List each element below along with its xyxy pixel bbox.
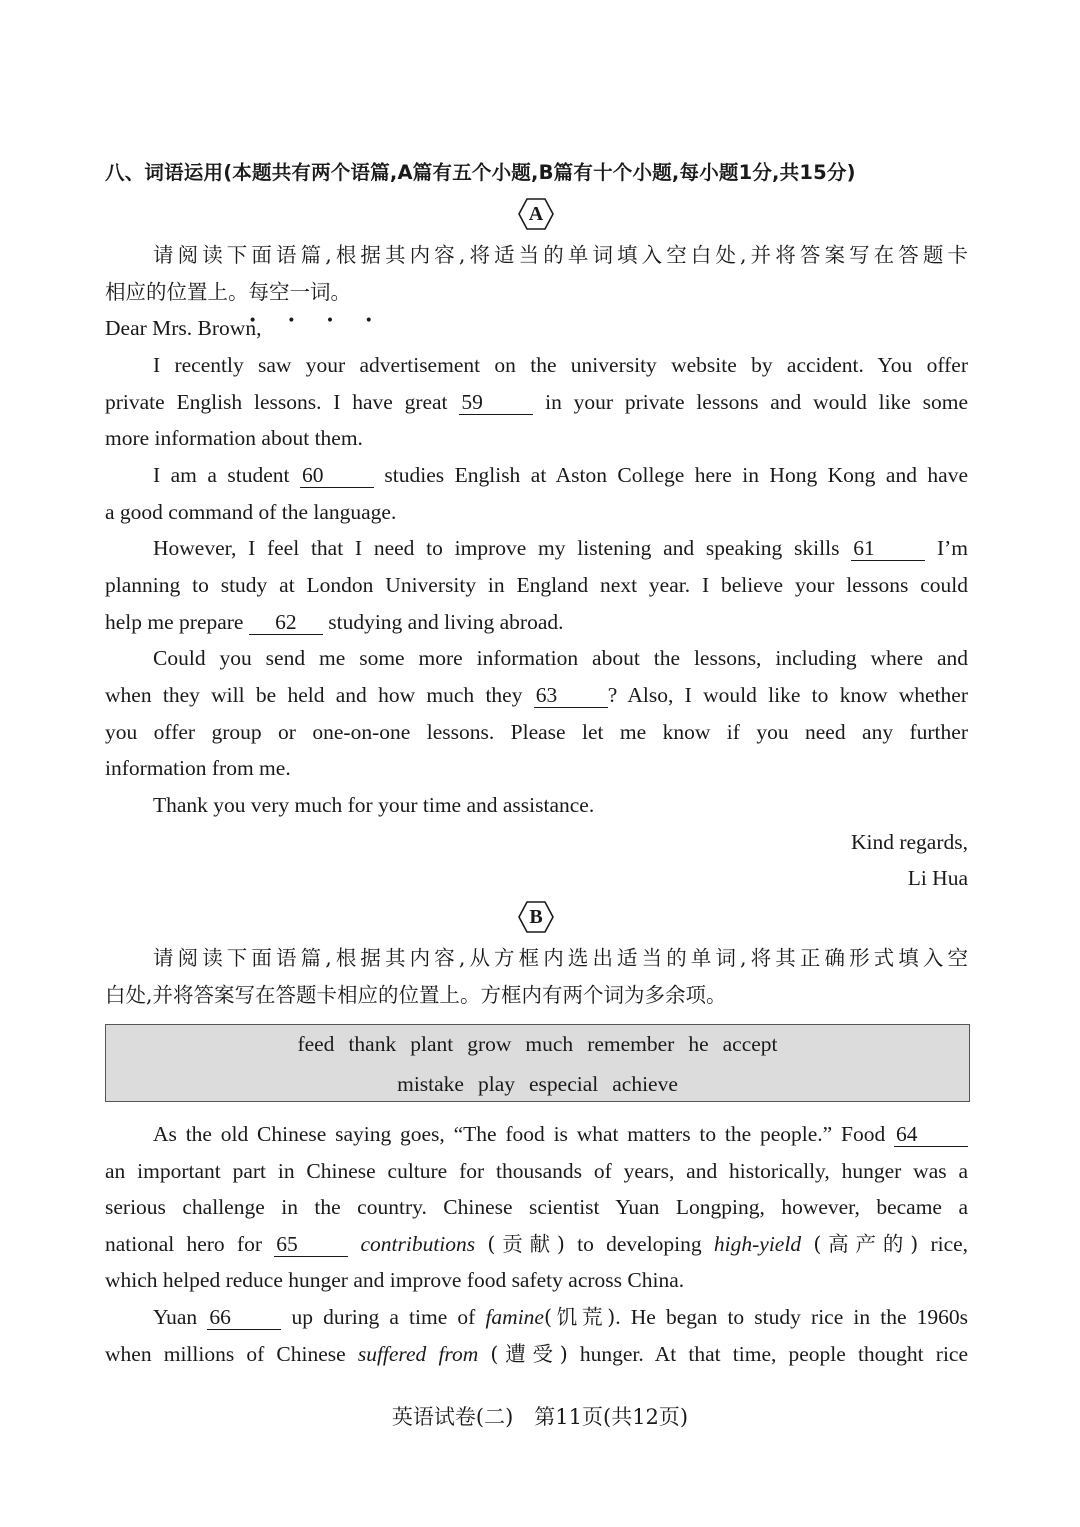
text-span: when millions of Chinese [105, 1342, 346, 1366]
p3-line-3 [105, 607, 968, 637]
passage-b-label: B [529, 906, 543, 928]
text-span: I’m [936, 536, 968, 560]
word-option: play [477, 1072, 515, 1096]
chinese-gloss: (饥荒) [543, 1305, 616, 1329]
text-span: However, I feel that I need to improve my listening and speaking skills [153, 536, 840, 560]
answer-blank-60[interactable]: 60 [300, 463, 374, 488]
answer-blank-62[interactable]: 62 [249, 610, 323, 635]
page-footer: 英语试卷(二) 第11页(共12页) [391, 1405, 689, 1429]
p3-line-2: planning to study at London University in England next year. I believe your lessons could [105, 573, 968, 597]
text-span: ? Also, I would like to know whether [607, 683, 968, 707]
letter-signature: Li Hua [907, 866, 968, 890]
b-p1-line-2: an important part in Chinese culture for thousands of years, and historically, hunger was a [105, 1159, 968, 1183]
text-span: national hero for [105, 1232, 262, 1256]
text-span: hunger. At that time, people thought rice [579, 1342, 969, 1366]
b-p1-line-4 [105, 1229, 968, 1259]
italic-term: contributions [360, 1232, 476, 1256]
p4-line-1: Could you send me some more information about the lessons, including where and [153, 646, 968, 670]
passage-a-badge [518, 198, 554, 230]
text-span: help me prepare [105, 610, 244, 634]
text-span: up during a time of [291, 1305, 476, 1329]
word-box-row-1 [106, 1029, 969, 1059]
p5-line: Thank you very much for your time and assistance. [153, 793, 595, 817]
letter-salutation: Dear Mrs. Brown, [105, 316, 262, 340]
p2-line-1 [153, 460, 968, 490]
italic-term: famine [485, 1305, 544, 1329]
passage-b-instruction-1: 请阅读下面语篇,根据其内容,从方框内选出适当的单词,将其正确形式填入空 [153, 946, 968, 970]
p4-line-3: you offer group or one-on-one lessons. Please let me know if you need any further [105, 720, 968, 744]
p1-line-3: more information about them. [105, 426, 363, 450]
word-option: thank [348, 1032, 397, 1056]
word-option: achieve [612, 1072, 678, 1096]
answer-blank-63[interactable]: 63 [534, 683, 608, 708]
word-option: feed [297, 1032, 335, 1056]
p1-line-2 [105, 387, 968, 417]
text-span: studying and living abroad. [328, 610, 564, 634]
chinese-gloss: (高产的) [813, 1232, 919, 1256]
letter-closing: Kind regards, [850, 830, 968, 854]
text-span: in your private lessons and would like some [545, 390, 969, 414]
answer-blank-64[interactable]: 64 [894, 1122, 968, 1147]
answer-blank-66[interactable]: 66 [207, 1305, 281, 1330]
passage-b-instruction-2: 白处,并将答案写在答题卡相应的位置上。方框内有两个词为多余项。 [105, 983, 727, 1007]
word-option: mistake [397, 1072, 464, 1096]
answer-blank-65[interactable]: 65 [274, 1232, 348, 1257]
p3-line-1 [153, 533, 968, 563]
word-option: remember [587, 1032, 675, 1056]
b-p1-line-1 [153, 1119, 968, 1149]
word-option: plant [410, 1032, 454, 1056]
b-p1-line-3: serious challenge in the country. Chinese scientist Yuan Longping, however, became a [105, 1195, 968, 1219]
b-p2-line-2 [105, 1339, 968, 1369]
word-option: especial [529, 1072, 599, 1096]
text-span: As the old Chinese saying goes, “The food is what matters to the people.” Food [153, 1122, 886, 1146]
passage-a-instruction-1: 请阅读下面语篇,根据其内容,将适当的单词填入空白处,并将答案写在答题卡 [153, 243, 968, 267]
emphasis-dots: • • • • [248, 313, 386, 329]
text-span: Yuan [153, 1305, 198, 1329]
chinese-gloss: (遭受) [490, 1342, 568, 1366]
text-span: . He began to study rice in the 1960s [615, 1305, 969, 1329]
answer-blank-59[interactable]: 59 [459, 390, 533, 415]
section-heading: 八、词语运用(本题共有两个语篇,A篇有五个小题,B篇有十个小题,每小题1分,共15分) [105, 161, 856, 184]
instruction-text: 相应的位置上。 [105, 280, 249, 304]
text-span: studies English at Aston College here in Hong Kong and have [384, 463, 968, 487]
word-option: accept [722, 1032, 778, 1056]
word-option: grow [467, 1032, 512, 1056]
b-p2-line-1 [153, 1302, 968, 1332]
word-option: much [525, 1032, 574, 1056]
emphasis-words: 每空一词 [248, 280, 331, 304]
word-option: he [688, 1032, 709, 1056]
emphasized-text [248, 280, 386, 329]
text-span: private English lessons. I have great [105, 390, 448, 414]
p2-line-2: a good command of the language. [105, 500, 397, 524]
text-span: I am a student [153, 463, 290, 487]
passage-a-label: A [528, 203, 544, 225]
italic-term: high-yield [713, 1232, 802, 1256]
b-p1-line-5: which helped reduce hunger and improve food safety across China. [105, 1268, 685, 1292]
instruction-period: 。 [330, 280, 351, 304]
p4-line-2 [105, 680, 968, 710]
passage-b-badge [518, 901, 554, 933]
text-span: rice, [930, 1232, 969, 1256]
italic-term: suffered from [357, 1342, 479, 1366]
answer-blank-61[interactable]: 61 [851, 536, 925, 561]
chinese-gloss: (贡献) [487, 1232, 565, 1256]
word-box [105, 1024, 970, 1102]
word-box-row-2 [106, 1069, 969, 1099]
p1-line-1: I recently saw your advertisement on the university website by accident. You offer [153, 353, 968, 377]
text-span: when they will be held and how much they [105, 683, 523, 707]
text-span: to developing [577, 1232, 702, 1256]
p4-line-4: information from me. [105, 756, 291, 780]
